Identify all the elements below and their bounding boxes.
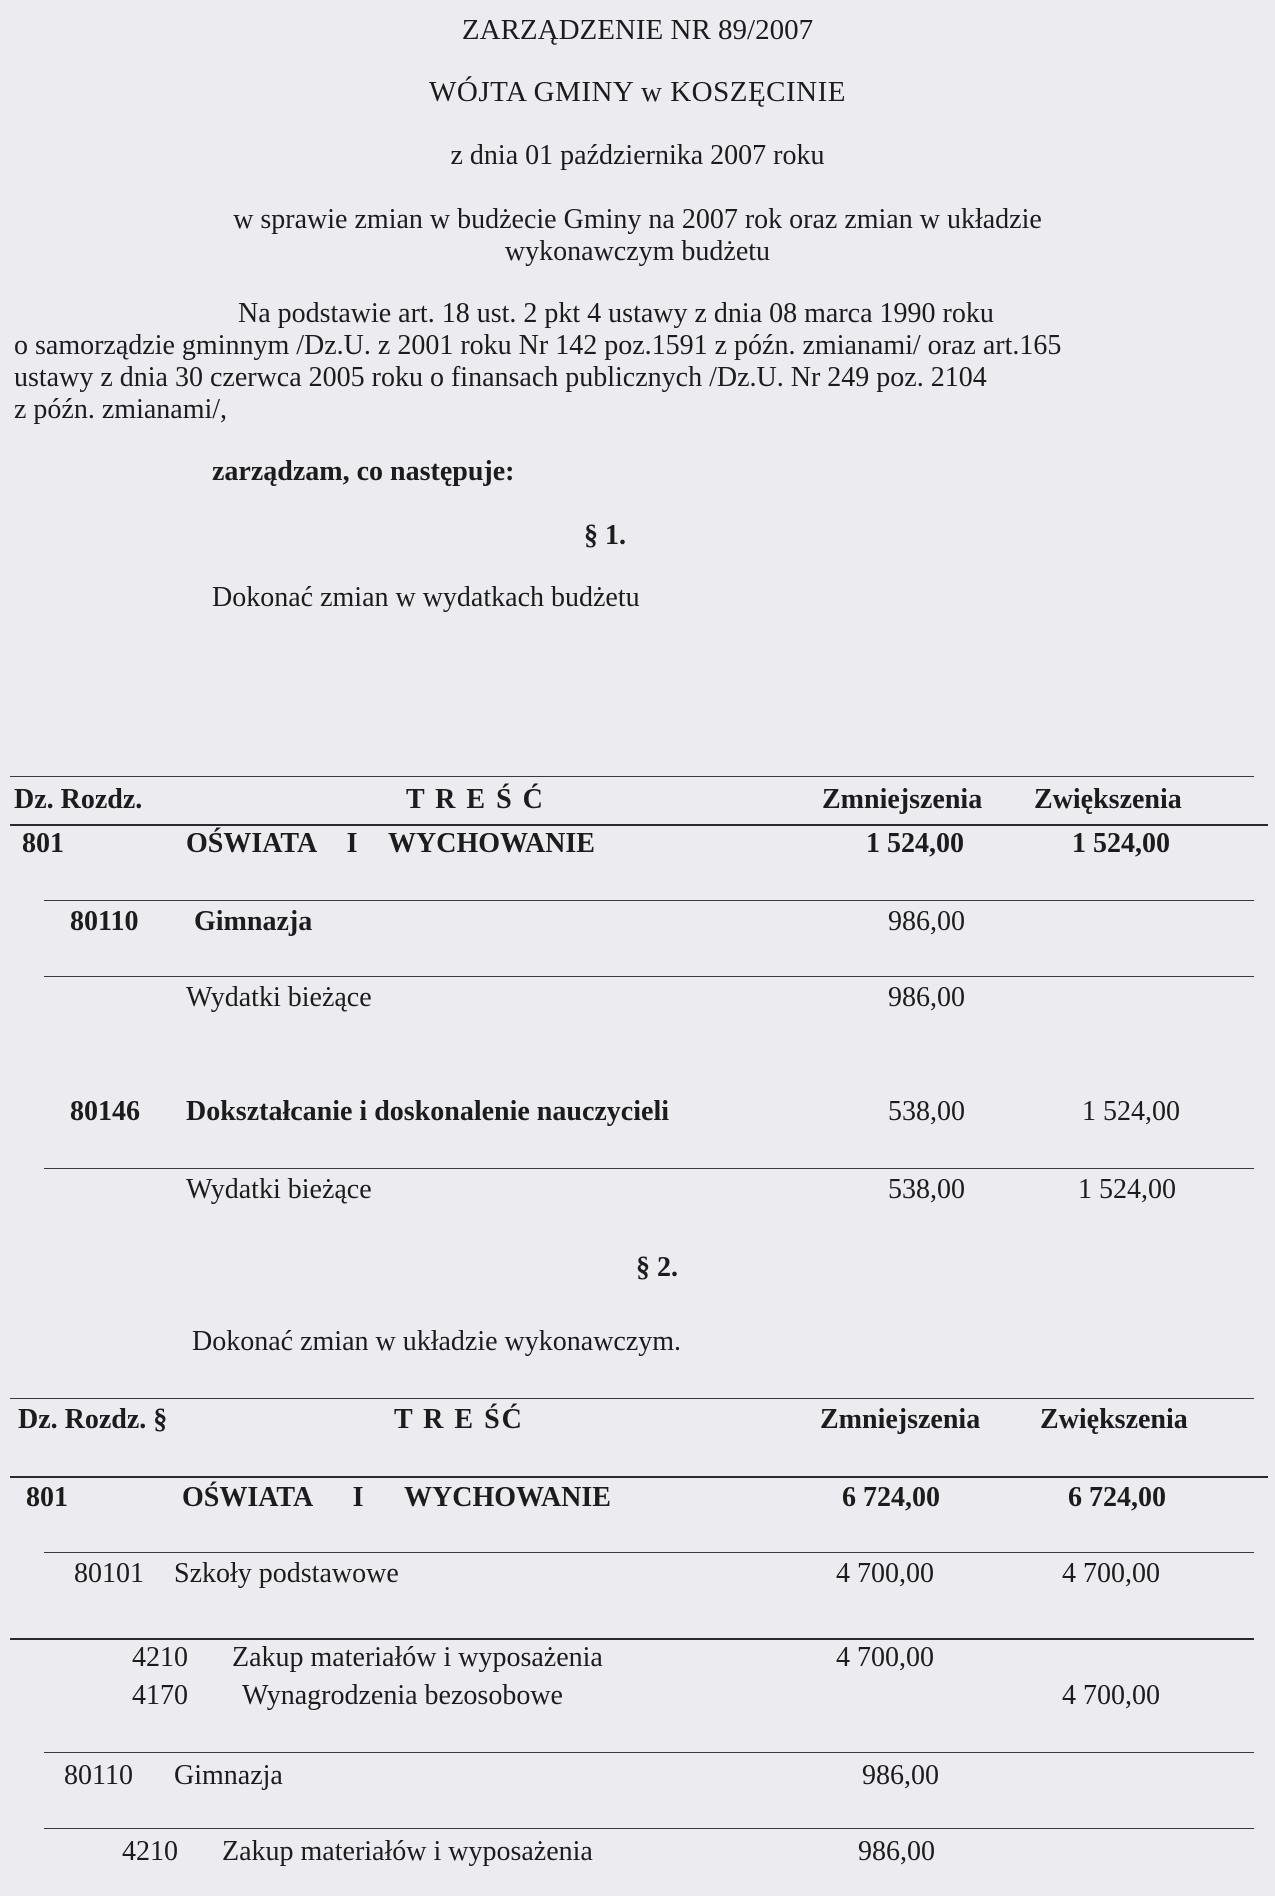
s2-row-code: 801 bbox=[26, 1482, 68, 1513]
subject-line-1: w sprawie zmian w budżecie Gminy na 2007 rok oraz zmian w układzie bbox=[233, 204, 1042, 235]
s2-row-name: OŚWIATA I WYCHOWANIE bbox=[182, 1482, 611, 1513]
s1-row-rule bbox=[44, 976, 1254, 977]
s1-row-decrease: 986,00 bbox=[888, 906, 965, 937]
s2-row-decrease: 986,00 bbox=[858, 1836, 935, 1867]
s1-row-increase: 1 524,00 bbox=[1072, 828, 1170, 859]
s1-row-name: Gimnazja bbox=[194, 906, 313, 937]
s2-row-code: 4210 bbox=[122, 1836, 178, 1867]
s1-row-decrease: 986,00 bbox=[888, 982, 965, 1013]
s2-row-name: Wynagrodzenia bezosobowe bbox=[242, 1680, 563, 1711]
document-date: z dnia 01 października 2007 roku bbox=[450, 140, 825, 171]
s1-row-name: Dokształcanie i doskonalenie nauczycieli bbox=[186, 1096, 669, 1127]
section-2-intro: Dokonać zmian w układzie wykonawczym. bbox=[192, 1326, 682, 1357]
decree-statement: zarządzam, co następuje: bbox=[212, 456, 515, 487]
s2-row-name: Gimnazja bbox=[174, 1760, 283, 1791]
s2-row-decrease: 6 724,00 bbox=[842, 1482, 940, 1513]
section-2-header-rule bbox=[10, 1476, 1268, 1478]
s2-row-decrease: 4 700,00 bbox=[836, 1558, 934, 1589]
s2-row-code: 80110 bbox=[64, 1760, 133, 1791]
s2-row-code: 80101 bbox=[74, 1558, 144, 1589]
s2-row-name: Szkoły podstawowe bbox=[174, 1558, 399, 1589]
s2-header-increase: Zwiększenia bbox=[1040, 1404, 1188, 1435]
s1-header-increase: Zwiększenia bbox=[1034, 784, 1182, 815]
section-2-mark: § 2. bbox=[636, 1252, 678, 1283]
s2-row-code: 4170 bbox=[132, 1680, 188, 1711]
s2-row-decrease: 986,00 bbox=[862, 1760, 939, 1791]
document-title: ZARZĄDZENIE NR 89/2007 bbox=[461, 14, 814, 46]
s1-row-name: OŚWIATA I WYCHOWANIE bbox=[186, 828, 595, 859]
legal-basis-line-3: ustawy z dnia 30 czerwca 2005 roku o finansach publicznych /Dz.U. Nr 249 poz. 2104 bbox=[14, 362, 987, 393]
section-1-mark: § 1. bbox=[584, 520, 626, 551]
s1-row-rule bbox=[44, 900, 1254, 901]
s2-header-tresc: T R E ŚĆ bbox=[394, 1404, 524, 1435]
s1-row-rule bbox=[44, 1168, 1254, 1169]
s2-row-name: Zakup materiałów i wyposażenia bbox=[222, 1836, 593, 1867]
section-1-intro: Dokonać zmian w wydatkach budżetu bbox=[212, 582, 640, 613]
s2-row-rule bbox=[10, 1638, 1254, 1640]
s2-header-decrease: Zmniejszenia bbox=[820, 1404, 981, 1435]
section-1-header-rule bbox=[10, 824, 1268, 826]
s1-row-increase: 1 524,00 bbox=[1082, 1096, 1180, 1127]
legal-basis-line-1: Na podstawie art. 18 ust. 2 pkt 4 ustawy z dnia 08 marca 1990 roku bbox=[238, 298, 994, 329]
legal-basis-line-4: z późn. zmianami/, bbox=[14, 394, 228, 425]
subject-line-2: wykonawczym budżetu bbox=[504, 236, 771, 267]
s2-row-decrease: 4 700,00 bbox=[836, 1642, 934, 1673]
s1-header-decrease: Zmniejszenia bbox=[822, 784, 983, 815]
s1-row-decrease: 538,00 bbox=[888, 1096, 965, 1127]
s1-row-name: Wydatki bieżące bbox=[186, 1174, 372, 1205]
issuing-authority: WÓJTA GMINY w KOSZĘCINIE bbox=[429, 76, 846, 108]
s1-row-code: 80110 bbox=[70, 906, 139, 937]
s2-row-increase: 6 724,00 bbox=[1068, 1482, 1166, 1513]
section-1-table-top-rule bbox=[10, 776, 1254, 777]
s2-row-rule bbox=[44, 1752, 1254, 1753]
s1-header-tresc: T R E Ś Ć bbox=[406, 784, 545, 815]
s2-row-increase: 4 700,00 bbox=[1062, 1558, 1160, 1589]
s1-row-code: 80146 bbox=[70, 1096, 140, 1127]
s2-row-code: 4210 bbox=[132, 1642, 188, 1673]
s2-header-dz-rozdz: Dz. Rozdz. § bbox=[18, 1404, 168, 1435]
s2-row-increase: 4 700,00 bbox=[1062, 1680, 1160, 1711]
s2-row-rule bbox=[44, 1828, 1254, 1829]
section-2-table-top-rule bbox=[10, 1398, 1254, 1399]
s1-row-code: 801 bbox=[22, 828, 64, 859]
s2-row-rule bbox=[44, 1552, 1254, 1553]
s1-row-decrease: 538,00 bbox=[888, 1174, 965, 1205]
s2-row-name: Zakup materiałów i wyposażenia bbox=[232, 1642, 603, 1673]
s1-row-increase: 1 524,00 bbox=[1078, 1174, 1176, 1205]
legal-basis-line-2: o samorządzie gminnym /Dz.U. z 2001 roku Nr 142 poz.1591 z późn. zmianami/ oraz art.165 bbox=[14, 330, 1062, 361]
s1-row-name: Wydatki bieżące bbox=[186, 982, 372, 1013]
s1-row-decrease: 1 524,00 bbox=[866, 828, 964, 859]
s1-header-dz-rozdz: Dz. Rozdz. bbox=[14, 784, 143, 815]
